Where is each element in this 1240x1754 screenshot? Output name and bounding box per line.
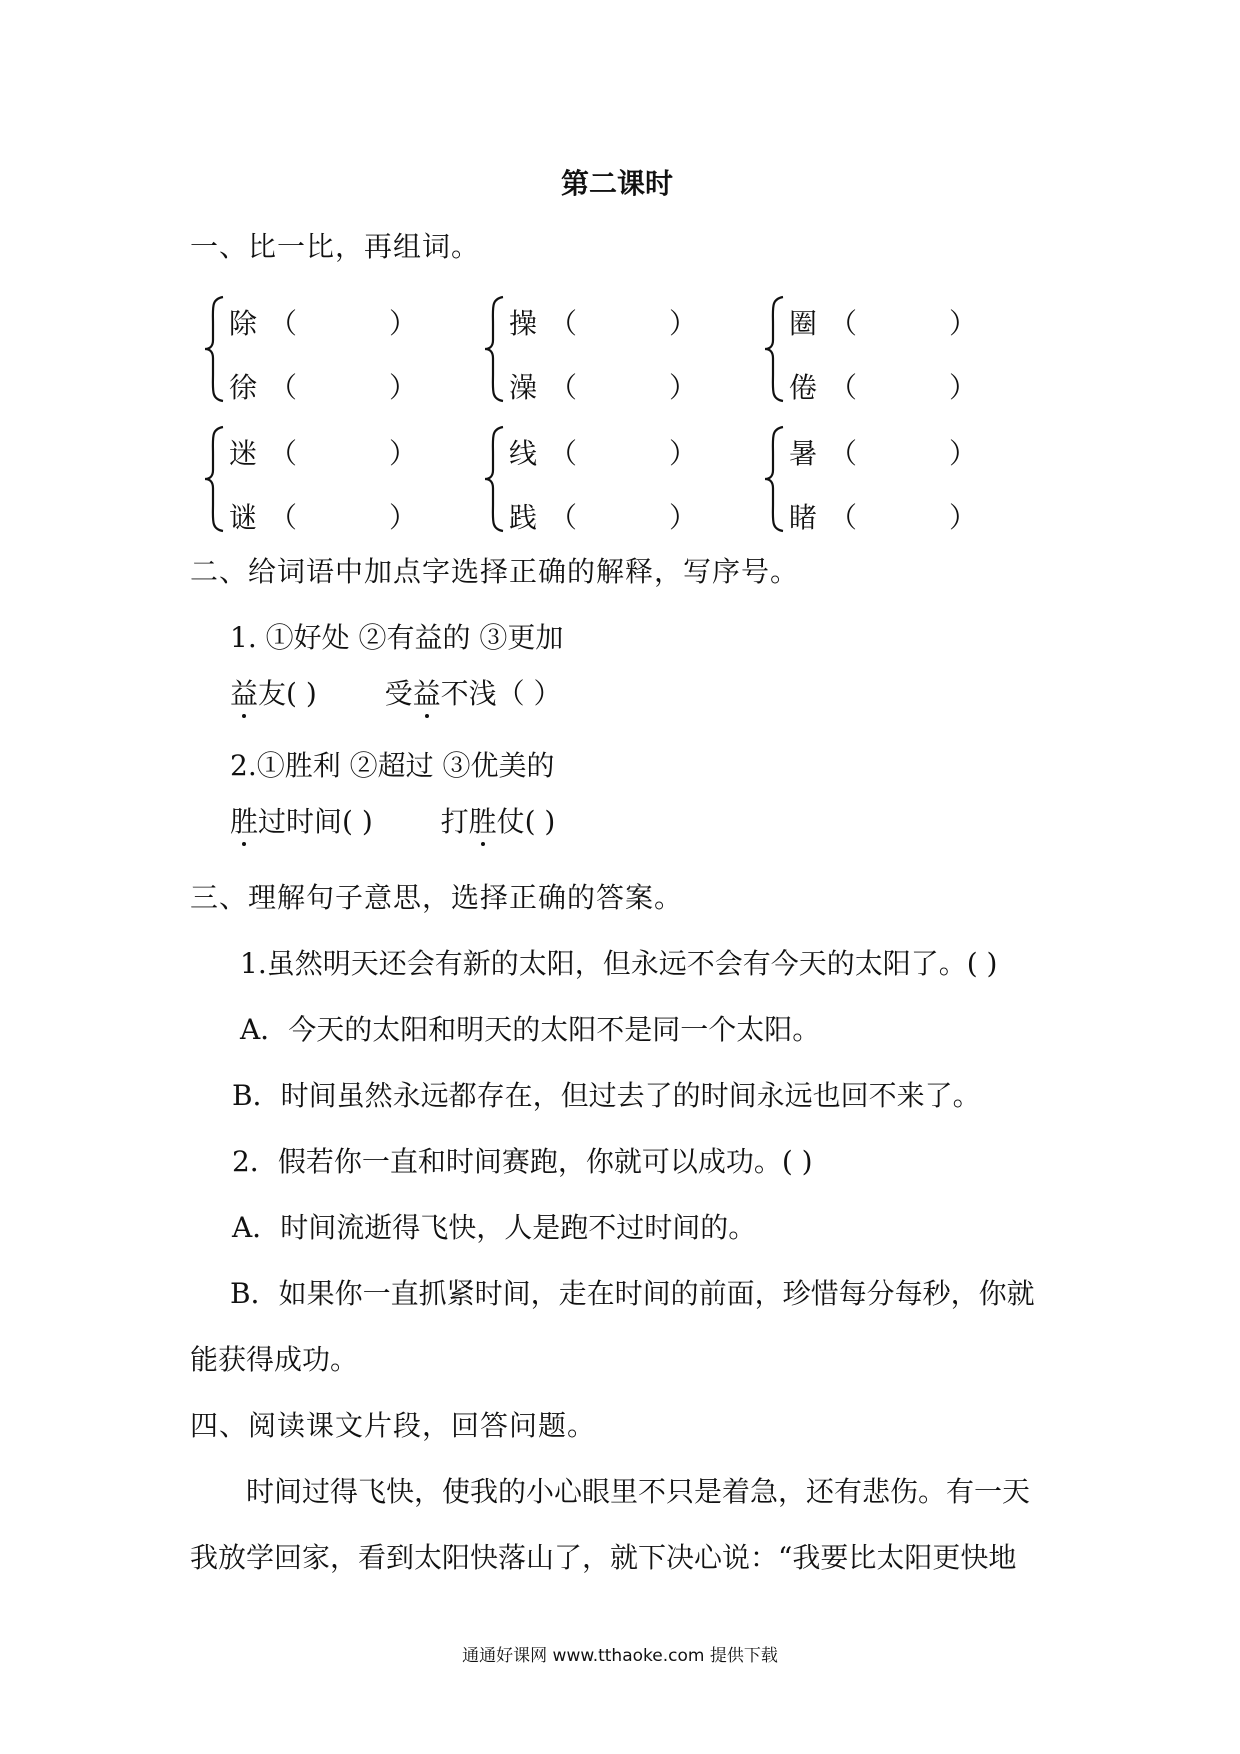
s3-question-2: 2．假若你一直和时间赛跑，你就可以成功。( ) [232, 1145, 813, 1178]
right-paren: ） [389, 437, 418, 470]
left-paren: （ [829, 307, 858, 340]
word-row [789, 432, 977, 472]
right-paren: ） [669, 501, 698, 534]
word-row [229, 432, 417, 472]
q1-options: 1. ①好处 ②有益的 ③更加 [230, 621, 564, 654]
left-paren: （ [549, 371, 578, 404]
word-row [789, 302, 977, 342]
right-paren: ） [389, 307, 418, 340]
page-title: 第二课时 [561, 167, 674, 200]
word-char: 倦 [789, 371, 818, 404]
word-rest: 仗( ) [496, 805, 556, 838]
reading-passage-line2: 我放学回家，看到太阳快落山了，就下决心说：“我要比太阳更快地 [190, 1541, 1017, 1574]
word-row [509, 366, 697, 406]
section-4-heading: 四、阅读课文片段，回答问题。 [190, 1409, 597, 1442]
right-paren: ） [669, 307, 698, 340]
word-char: 睹 [789, 501, 818, 534]
word-char: 迷 [229, 437, 258, 470]
footer-source: 通通好课网 www.tthaoke.com 提供下载 [462, 1646, 778, 1666]
brace-icon [483, 294, 507, 404]
word-row [789, 366, 977, 406]
brace-icon [763, 424, 787, 534]
q1-words [230, 677, 562, 710]
s3-question-1: 1.虽然明天还会有新的太阳，但永远不会有今天的太阳了。( ) [240, 947, 998, 980]
word-char: 操 [509, 307, 538, 340]
word-row [229, 366, 417, 406]
section-3-heading: 三、理解句子意思，选择正确的答案。 [190, 881, 684, 914]
s3-q2-option-a: A．时间流逝得飞快，人是跑不过时间的。 [232, 1211, 757, 1244]
reading-passage-line1: 时间过得飞快，使我的小心眼里不只是着急，还有悲伤。有一天 [246, 1475, 1031, 1508]
word-char: 践 [509, 501, 538, 534]
word-char: 圈 [789, 307, 818, 340]
word-group [483, 424, 723, 534]
q2-options: 2.①胜利 ②超过 ③优美的 [230, 749, 555, 782]
left-paren: （ [269, 371, 298, 404]
dotted-char: 益 [412, 677, 441, 710]
word-row [789, 496, 977, 536]
left-paren: （ [269, 437, 298, 470]
brace-icon [483, 424, 507, 534]
left-paren: （ [829, 501, 858, 534]
section-1-heading: 一、比一比，再组词。 [190, 230, 481, 263]
word-group [203, 294, 443, 404]
word-row [229, 302, 417, 342]
q2-words [230, 805, 556, 838]
s3-q2-option-b-line2: 能获得成功。 [190, 1343, 359, 1376]
word-char: 徐 [229, 371, 258, 404]
left-paren: （ [829, 437, 858, 470]
section-2-heading: 二、给词语中加点字选择正确的解释，写序号。 [190, 555, 800, 588]
dotted-char: 胜 [230, 805, 259, 838]
right-paren: ） [949, 371, 978, 404]
right-paren: ） [669, 371, 698, 404]
word-group [763, 294, 1003, 404]
left-paren: （ [549, 307, 578, 340]
left-paren: （ [829, 371, 858, 404]
right-paren: ） [669, 437, 698, 470]
s3-q1-option-b: B．时间虽然永远都存在，但过去了的时间永远也回不来了。 [232, 1079, 981, 1112]
left-paren: （ [549, 437, 578, 470]
brace-icon [203, 294, 227, 404]
dotted-char: 胜 [468, 805, 497, 838]
left-paren: （ [549, 501, 578, 534]
word-char: 线 [509, 437, 538, 470]
word-row [509, 432, 697, 472]
word-rest: 友( ) [258, 677, 317, 710]
word-char: 谜 [229, 501, 258, 534]
right-paren: ） [949, 501, 978, 534]
word-char: 暑 [789, 437, 818, 470]
left-paren: （ [269, 501, 298, 534]
word-rest: 不浅（ ） [440, 677, 562, 710]
dotted-char: 益 [230, 677, 259, 710]
word-pre: 受 [384, 677, 413, 710]
word-pre: 打 [440, 805, 469, 838]
word-group [763, 424, 1003, 534]
right-paren: ） [389, 371, 418, 404]
right-paren: ） [949, 437, 978, 470]
word-row [229, 496, 417, 536]
s3-q2-option-b-line1: B．如果你一直抓紧时间，走在时间的前面，珍惜每分每秒，你就 [230, 1277, 1035, 1310]
word-char: 澡 [509, 371, 538, 404]
word-rest: 过时间( ) [258, 805, 373, 838]
word-group [483, 294, 723, 404]
word-row [509, 302, 697, 342]
right-paren: ） [389, 501, 418, 534]
word-group [203, 424, 443, 534]
word-char: 除 [229, 307, 258, 340]
left-paren: （ [269, 307, 298, 340]
word-row [509, 496, 697, 536]
right-paren: ） [949, 307, 978, 340]
s3-q1-option-a: A．今天的太阳和明天的太阳不是同一个太阳。 [240, 1013, 821, 1046]
brace-icon [763, 294, 787, 404]
brace-icon [203, 424, 227, 534]
